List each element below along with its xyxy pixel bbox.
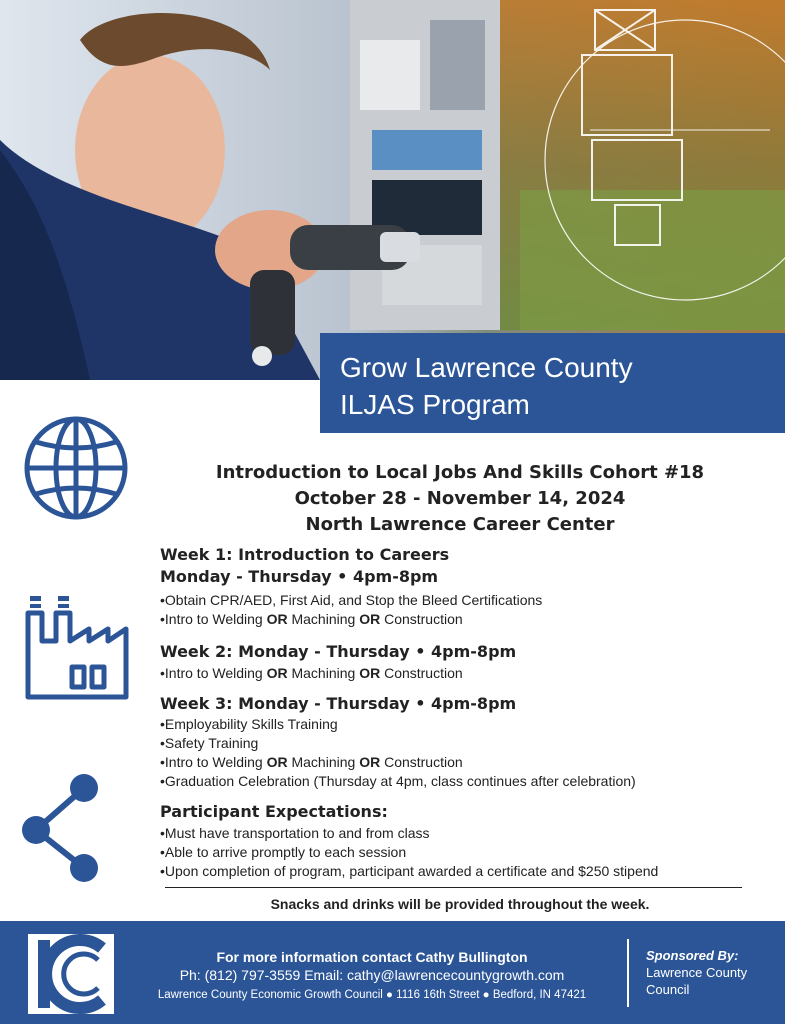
expectations-list <box>160 824 658 881</box>
date-heading: October 28 - November 14, 2024 <box>294 488 626 509</box>
list-item: • Employability Skills Training <box>160 715 636 734</box>
week2-title: Week 2: Monday - Thursday • 4pm-8pm <box>160 642 517 661</box>
share-icon <box>20 772 102 884</box>
snacks-note: Snacks and drinks will be provided throughout the week. <box>270 896 650 912</box>
list-item: • Must have transportation to and from class <box>160 824 658 843</box>
hero-photo <box>0 0 785 380</box>
location-heading: North Lawrence Career Center <box>305 514 615 535</box>
cohort-heading: Introduction to Local Jobs And Skills Cohort #18 <box>215 462 705 483</box>
contact-line: Ph: (812) 797-3559 Email: cathy@lawrencecountygrowth.com <box>179 967 565 983</box>
week2-list <box>160 664 463 683</box>
list-item: • Intro to Welding OR Machining OR Construction <box>160 664 463 683</box>
globe-icon <box>22 414 130 522</box>
program-title-line2: ILJAS Program <box>340 389 530 420</box>
list-item: • Intro to Welding OR Machining OR Construction <box>160 610 542 629</box>
week3-list <box>160 715 636 791</box>
week1-title: Week 1: Introduction to Careers <box>160 545 450 564</box>
week3-title: Week 3: Monday - Thursday • 4pm-8pm <box>160 694 517 713</box>
program-title-line1: Grow Lawrence County <box>340 352 633 383</box>
list-item: • Graduation Celebration (Thursday at 4pm, class continues after celebration) <box>160 772 636 791</box>
expectations-title: Participant Expectations: <box>160 802 388 821</box>
list-item: • Upon completion of program, participant awarded a certificate and $250 stipend <box>160 862 658 881</box>
week1-list <box>160 591 542 629</box>
sponsor-block <box>646 947 747 998</box>
list-item: • Obtain CPR/AED, First Aid, and Stop the Bleed Certifications <box>160 591 542 610</box>
footer <box>0 921 785 1024</box>
sponsor-name-line1: Lawrence County <box>646 965 748 980</box>
footer-divider <box>627 939 629 1007</box>
list-item: • Safety Training <box>160 734 636 753</box>
week1-schedule: Monday - Thursday • 4pm-8pm <box>160 567 439 586</box>
list-item: • Intro to Welding OR Machining OR Construction <box>160 753 636 772</box>
hero-image <box>0 0 785 380</box>
address-line: Lawrence County Economic Growth Council ● 1116 16th Street ● Bedford, IN 47421 <box>157 989 587 1001</box>
contact-title: For more information contact Cathy Bullington <box>216 949 528 965</box>
sponsor-name-line2: Council <box>646 982 690 997</box>
sponsored-by-label: Sponsored By: <box>646 948 739 963</box>
factory-icon <box>22 593 132 703</box>
list-item: • Able to arrive promptly to each session <box>160 843 658 862</box>
program-title-box <box>320 333 785 433</box>
logo-icon <box>28 934 114 1014</box>
divider <box>165 887 742 888</box>
